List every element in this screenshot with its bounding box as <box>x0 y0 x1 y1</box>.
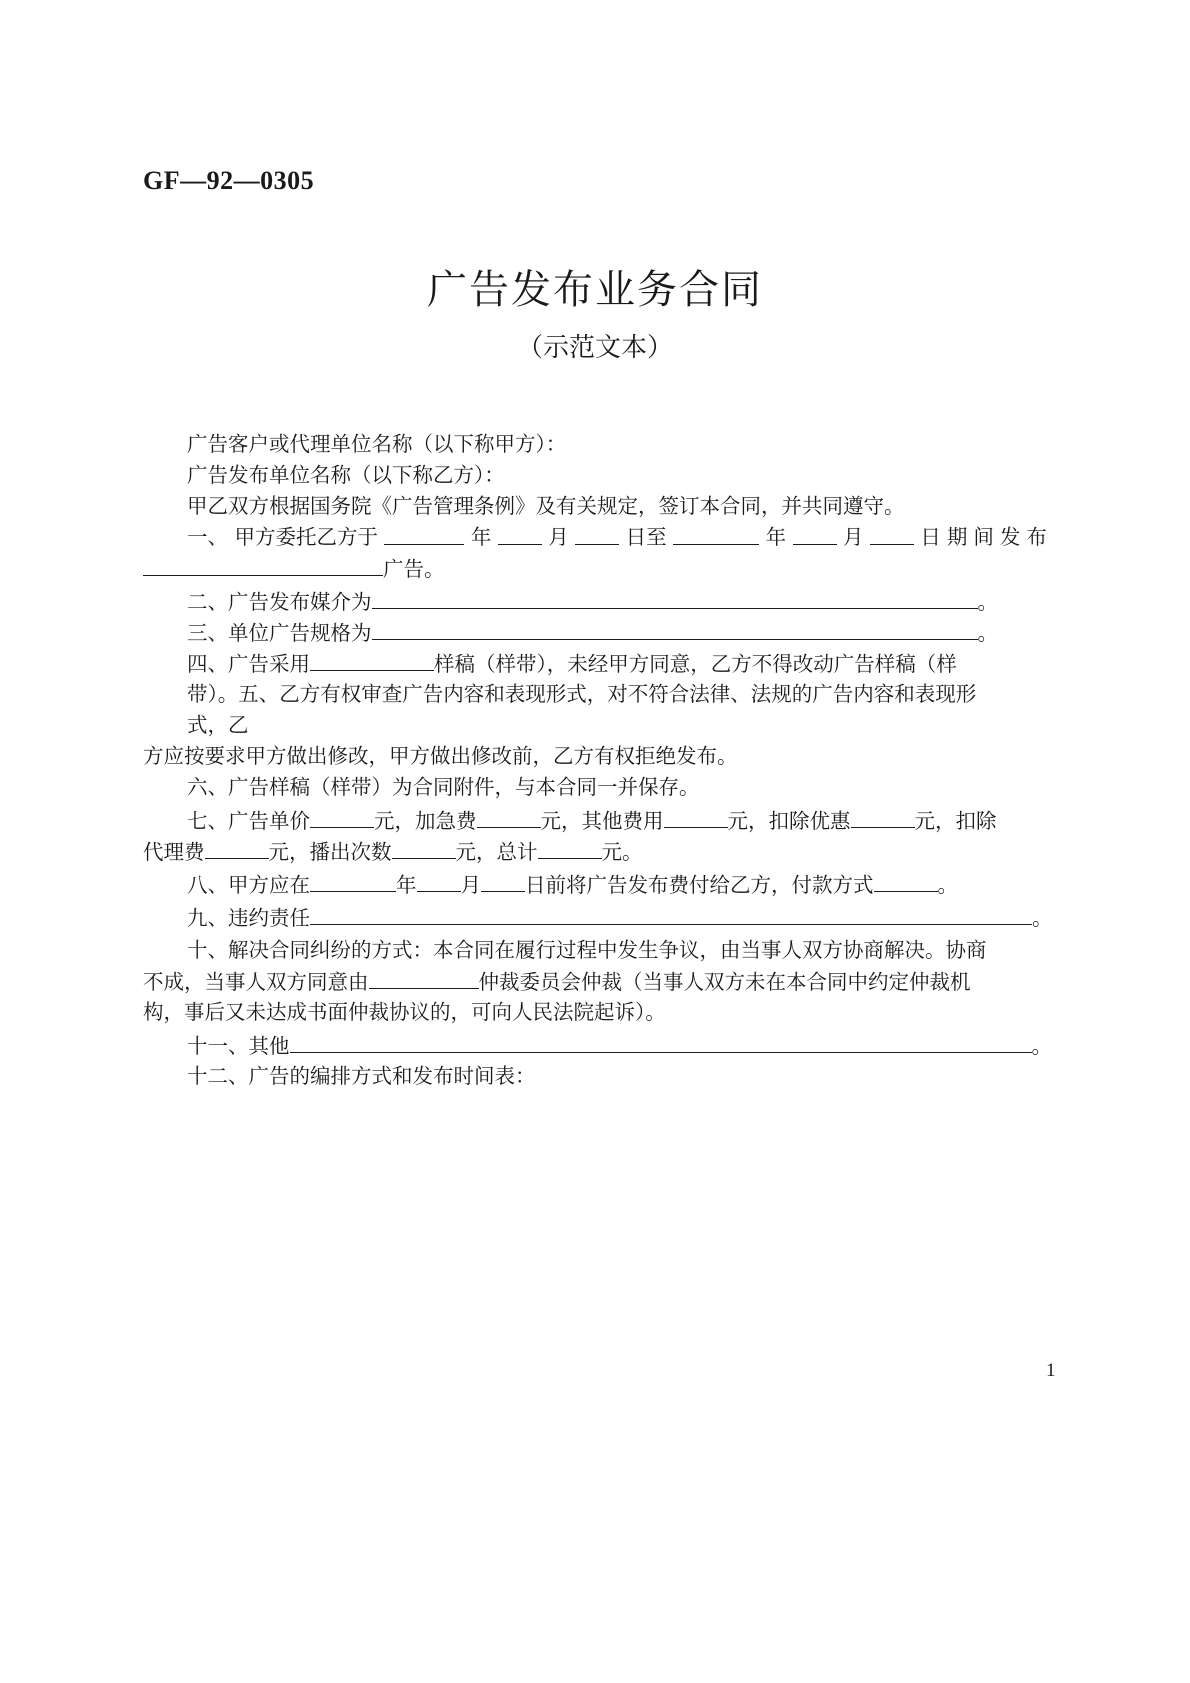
blank-field[interactable] <box>369 966 479 989</box>
preamble: 甲乙双方根据国务院《广告管理条例》及有关规定，签订本合同，并共同遵守。 <box>187 494 905 518</box>
blank-field[interactable] <box>851 805 915 828</box>
blank-field[interactable] <box>673 522 759 545</box>
clause-8: 八、甲方应在 年 月 日前将广告发布费付给乙方，付款方式 。 <box>187 869 958 899</box>
blank-field[interactable] <box>372 586 978 609</box>
blank-field[interactable] <box>310 869 396 892</box>
blank-field[interactable] <box>538 836 602 859</box>
clause-7: 七、广告单价 元，加急费 元，其他费用 元，扣除优惠 元，扣除 <box>187 805 997 835</box>
party-a-line: 广告客户或代理单位名称（以下称甲方）： <box>187 432 567 456</box>
blank-field[interactable] <box>870 522 914 545</box>
blank-field[interactable] <box>575 522 619 545</box>
clause-4: 四、广告采用 样稿（样带），未经甲方同意，乙方不得改动广告样稿（样 <box>187 648 957 678</box>
blank-field[interactable] <box>310 902 1032 925</box>
clause-2: 二、广告发布媒介为 。 <box>187 586 998 616</box>
page-number: 1 <box>1046 1360 1056 1381</box>
blank-field[interactable] <box>143 553 383 576</box>
clause-5-cont: 式，乙 <box>187 713 249 737</box>
blank-field[interactable] <box>664 805 728 828</box>
blank-field[interactable] <box>384 522 464 545</box>
clause-5-cont-2: 方应按要求甲方做出修改，甲方做出修改前，乙方有权拒绝发布。 <box>143 744 738 768</box>
party-b-line: 广告发布单位名称（以下称乙方）： <box>187 463 505 487</box>
blank-field[interactable] <box>290 1030 1032 1053</box>
blank-field[interactable] <box>793 522 837 545</box>
clause-10: 十、解决合同纠纷的方式：本合同在履行过程中发生争议，由当事人双方协商解决。协商 <box>187 938 987 962</box>
clause-1-cont: 广告。 <box>143 553 445 583</box>
clause-10-cont-2: 构，事后又未达成书面仲裁协议的，可向人民法院起诉）。 <box>143 1000 666 1024</box>
blank-field[interactable] <box>477 805 541 828</box>
clause-9: 九、违约责任 。 <box>187 902 1053 932</box>
blank-field[interactable] <box>310 805 374 828</box>
blank-field[interactable] <box>392 836 456 859</box>
blank-field[interactable] <box>417 869 461 892</box>
blank-field[interactable] <box>372 617 978 640</box>
clause-1: 一、 甲方委托乙方于 年 月 日至 年 月 日期间发布 <box>187 522 1053 552</box>
clause-10-cont: 不成，当事人双方同意由 仲裁委员会仲裁（当事人双方未在本合同中约定仲裁机 <box>143 966 971 996</box>
clause-7-cont: 代理费 元，播出次数 元，总计 元。 <box>143 836 643 866</box>
clause-11: 十一、其他 。 <box>187 1030 1052 1060</box>
blank-field[interactable] <box>481 869 525 892</box>
document-title: 广告发布业务合同 <box>427 267 763 313</box>
blank-field[interactable] <box>205 836 269 859</box>
clause-5: 带）。五、乙方有权审查广告内容和表现形式，对不符合法律、法规的广告内容和表现形 <box>187 682 977 706</box>
blank-field[interactable] <box>498 522 542 545</box>
clause-12: 十二、广告的编排方式和发布时间表： <box>187 1064 536 1088</box>
blank-field[interactable] <box>310 648 434 671</box>
clause-6: 六、广告样稿（样带）为合同附件，与本合同一并保存。 <box>187 775 700 799</box>
clause-3: 三、单位广告规格为 。 <box>187 617 998 647</box>
blank-field[interactable] <box>874 869 938 892</box>
document-subtitle: （示范文本） <box>516 333 673 363</box>
document-code: GF—92—0305 <box>143 166 315 195</box>
